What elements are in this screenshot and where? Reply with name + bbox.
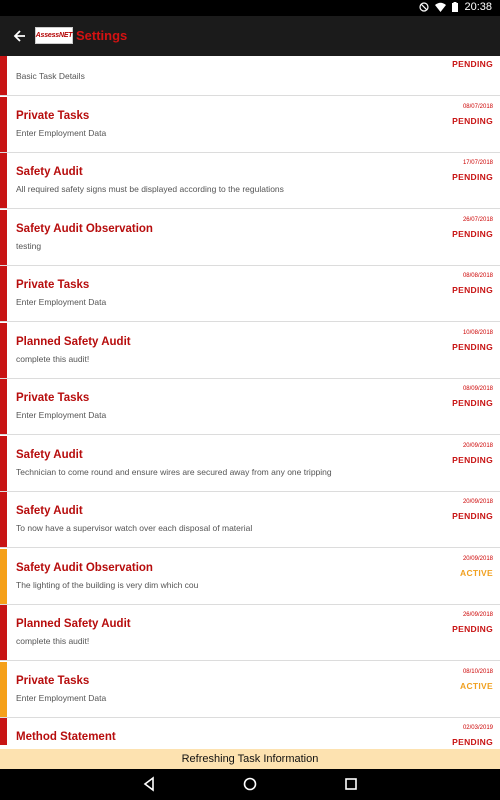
status-bar	[0, 0, 500, 16]
task-row[interactable]	[0, 210, 500, 266]
task-date: 20/09/2018	[462, 499, 493, 505]
task-status-stripe	[0, 323, 7, 378]
task-description: testing	[16, 240, 42, 251]
task-status-stripe	[0, 97, 7, 152]
task-row[interactable]	[0, 492, 500, 548]
back-nav-icon[interactable]	[141, 776, 157, 792]
task-status-stripe	[0, 718, 7, 745]
task-date: 08/07/2018	[462, 103, 493, 110]
refresh-banner: Refreshing Task Information	[0, 749, 500, 769]
task-status-stripe	[0, 56, 7, 95]
task-title: Safety Audit	[16, 505, 83, 517]
task-status-stripe	[0, 605, 7, 660]
task-title: Safety Audit Observation	[16, 561, 153, 574]
task-status-stripe	[0, 266, 7, 321]
task-row[interactable]	[0, 56, 500, 96]
task-row[interactable]	[0, 153, 500, 209]
task-date: 02/03/2019	[462, 725, 493, 731]
task-status: PENDING	[452, 285, 493, 295]
task-row[interactable]	[0, 97, 500, 153]
task-row[interactable]	[0, 379, 500, 435]
task-description: complete this audit!	[16, 636, 90, 646]
wifi-icon	[435, 2, 446, 12]
task-status-stripe	[0, 210, 7, 265]
task-status: PENDING	[452, 511, 493, 521]
task-title: Private Tasks	[16, 279, 90, 291]
task-description: Enter Employment Data	[16, 297, 107, 307]
task-row[interactable]	[0, 549, 500, 605]
task-date: 17/07/2018	[462, 160, 493, 166]
task-status: PENDING	[452, 59, 493, 69]
task-date: 08/10/2018	[462, 668, 493, 675]
task-description: complete this audit!	[16, 353, 90, 364]
task-date: 20/09/2018	[462, 555, 493, 562]
task-status: PENDING	[452, 398, 493, 408]
task-row[interactable]	[0, 266, 500, 322]
task-description: All required safety signs must be displayed according to the regulations	[16, 184, 284, 194]
task-description: The lighting of the building is very dim which cou	[16, 579, 199, 590]
task-description: Enter Employment Data	[16, 692, 107, 703]
task-status: PENDING	[452, 737, 493, 745]
task-description: Basic Task Details	[16, 71, 85, 81]
task-status-stripe	[0, 549, 7, 604]
task-status: ACTIVE	[460, 680, 493, 691]
task-status: PENDING	[452, 228, 493, 239]
task-date: 08/09/2018	[462, 386, 493, 392]
task-title: Private Tasks	[16, 674, 90, 687]
task-list[interactable]	[0, 56, 500, 745]
task-status: PENDING	[452, 624, 493, 634]
task-title: Planned Safety Audit	[16, 335, 131, 348]
task-status-stripe	[0, 492, 7, 547]
battery-icon	[452, 2, 458, 12]
task-status-stripe	[0, 436, 7, 491]
task-date: 08/08/2018	[462, 273, 493, 279]
task-status: PENDING	[452, 115, 493, 126]
app-bar	[0, 16, 500, 56]
task-title: Method Statement	[16, 731, 116, 743]
task-date: 26/09/2018	[462, 612, 493, 618]
home-nav-icon[interactable]	[242, 776, 258, 792]
task-status-stripe	[0, 662, 7, 717]
task-status: PENDING	[452, 172, 493, 182]
task-date: 20/09/2018	[462, 442, 493, 449]
task-description: Technician to come round and ensure wires are secured away from any one tripping	[16, 466, 332, 477]
assessnet-logo: AssessNET	[35, 27, 73, 44]
task-row[interactable]	[0, 718, 500, 745]
task-date: 10/08/2018	[462, 329, 493, 336]
task-title: Private Tasks	[16, 109, 90, 122]
back-arrow-icon[interactable]	[10, 26, 30, 46]
page-title: Settings	[76, 28, 128, 43]
task-description: Enter Employment Data	[16, 410, 107, 420]
task-date: 26/07/2018	[462, 216, 493, 223]
task-title: Safety Audit	[16, 166, 83, 178]
task-row[interactable]	[0, 323, 500, 379]
task-row[interactable]	[0, 605, 500, 661]
task-status: ACTIVE	[460, 567, 493, 578]
task-status: PENDING	[452, 341, 493, 352]
clock-time: 20:38	[464, 1, 492, 13]
task-title: Safety Audit	[16, 448, 83, 461]
navigation-bar	[0, 769, 500, 800]
task-description: Enter Employment Data	[16, 127, 107, 138]
task-title: Safety Audit Observation	[16, 222, 153, 235]
task-status: PENDING	[452, 454, 493, 465]
task-title: Private Tasks	[16, 392, 90, 404]
task-row[interactable]	[0, 662, 500, 718]
task-row[interactable]	[0, 436, 500, 492]
task-status-stripe	[0, 379, 7, 434]
recents-nav-icon[interactable]	[343, 776, 359, 792]
task-description: To now have a supervisor watch over each disposal of material	[16, 523, 253, 533]
task-title: Planned Safety Audit	[16, 618, 131, 630]
do-not-disturb-icon	[419, 2, 429, 12]
task-status-stripe	[0, 153, 7, 208]
